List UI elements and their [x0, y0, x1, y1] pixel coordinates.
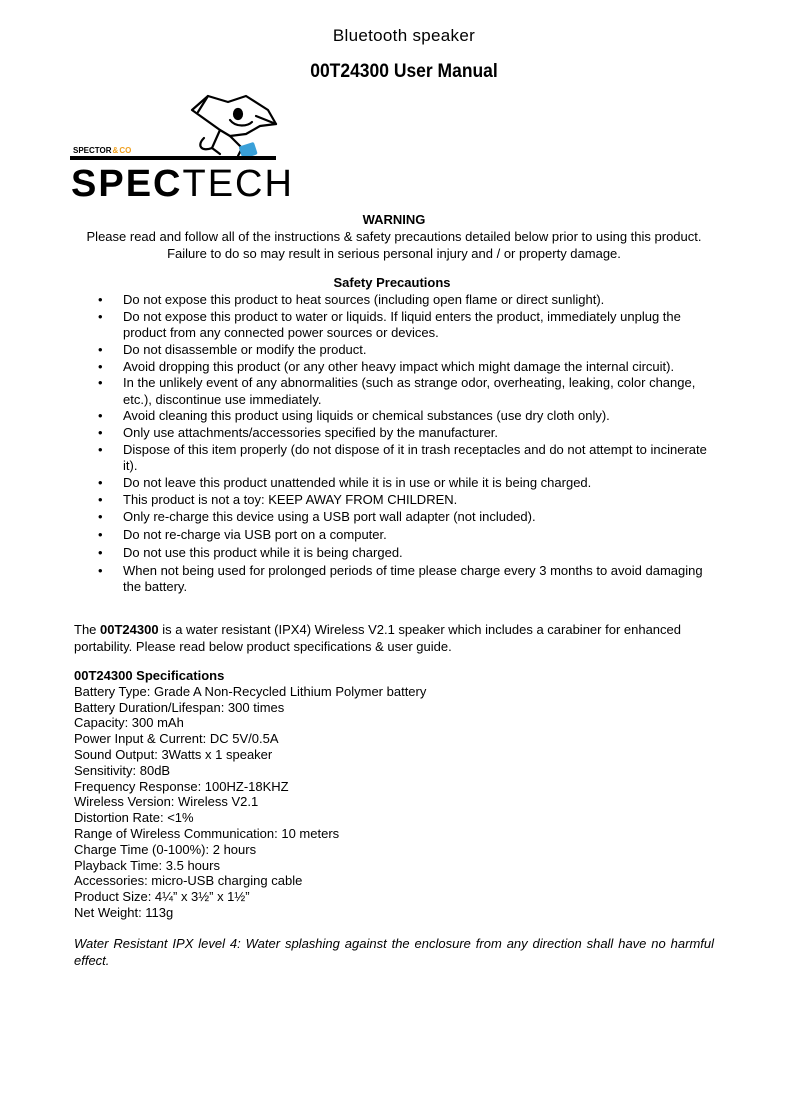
- list-item: • When not being used for prolonged periods of time please charge every 3 months to avoid damaging the battery.: [96, 563, 716, 595]
- logo-rule: [70, 156, 276, 160]
- spec-line: Distortion Rate: <1%: [74, 810, 194, 826]
- list-item: • In the unlikely event of any abnormalities (such as strange odor, overheating, leaking, color change, etc.), discontinue use immediately.: [96, 375, 716, 407]
- list-item: • Do not re-charge via USB port on a computer.: [96, 527, 716, 543]
- warning-heading: WARNING: [362, 212, 426, 227]
- list-item: • Do not use this product while it is being charged.: [96, 545, 716, 561]
- list-item: • Only re-charge this device using a USB port wall adapter (not included).: [96, 509, 716, 525]
- list-item: • Do not expose this product to water or liquids. If liquid enters the product, immediately unplug the product from any connected power sources or devices.: [96, 309, 716, 341]
- spec-line: Accessories: micro-USB charging cable: [74, 873, 303, 889]
- spectech-logo: [70, 90, 294, 205]
- product-intro: [74, 621, 716, 655]
- spec-line: Sound Output: 3Watts x 1 speaker: [74, 746, 273, 762]
- spec-line: Net Weight: 113g: [74, 904, 174, 920]
- document-subtitle: Bluetooth speaker: [332, 26, 476, 45]
- list-item: • This product is not a toy: KEEP AWAY FROM CHILDREN.: [96, 492, 716, 508]
- list-item: • Do not expose this product to heat sources (including open flame or direct sunlight).: [96, 292, 716, 308]
- spec-line: Charge Time (0-100%): 2 hours: [74, 841, 257, 857]
- intro-model: 00T24300: [100, 622, 159, 637]
- spec-line: Playback Time: 3.5 hours: [74, 857, 220, 873]
- spec-line: Sensitivity: 80dB: [74, 762, 171, 778]
- spec-line: Battery Type: Grade A Non-Recycled Lithium Polymer battery: [74, 683, 427, 699]
- list-item: • Do not disassemble or modify the product.: [96, 342, 716, 358]
- intro-suffix: is a water resistant (IPX4) Wireless V2.1 speaker which includes a carabiner for enhanced portability. Please read below product specifications & user guide.: [74, 622, 681, 654]
- list-item: • Only use attachments/accessories specified by the manufacturer.: [96, 425, 716, 441]
- logo-small-text: SPECTOR: [73, 146, 112, 155]
- list-item: • Dispose of this item properly (do not dispose of it in trash receptacles and do not attempt to incinerate it).: [96, 442, 716, 474]
- spec-line: Wireless Version: Wireless V2.1: [74, 794, 259, 810]
- safety-precautions-list: [96, 292, 716, 596]
- list-item: • Avoid cleaning this product using liquids or chemical substances (use dry cloth only).: [96, 408, 716, 424]
- logo-brand-text: SPECTECH: [71, 163, 294, 205]
- specifications-section: [74, 668, 674, 921]
- svg-text:SPECTOR&CO: SPECTOR&CO: [73, 146, 132, 155]
- list-item: • Do not leave this product unattended while it is in use or while it is being charged.: [96, 475, 716, 491]
- spec-line: Product Size: 4¼” x 3½” x 1½”: [74, 889, 250, 905]
- spec-line: Battery Duration/Lifespan: 300 times: [74, 699, 285, 715]
- safety-heading: Safety Precautions: [333, 275, 451, 290]
- spec-line: Frequency Response: 100HZ-18KHZ: [74, 778, 289, 794]
- spec-line: Capacity: 300 mAh: [74, 715, 184, 731]
- list-item: • Avoid dropping this product (or any other heavy impact which might damage the internal circuit).: [96, 359, 716, 375]
- document-title: 00T24300 User Manual: [310, 61, 498, 82]
- warning-text: Please read and follow all of the instructions & safety precautions detailed below prior to using this product. Failure to do so may result in serious personal injury and / or property damage.: [86, 229, 702, 261]
- spec-line: Power Input & Current: DC 5V/0.5A: [74, 731, 279, 747]
- spec-line: Range of Wireless Communication: 10 meters: [74, 825, 340, 841]
- water-resistance-note: Water Resistant IPX level 4: Water splashing against the enclosure from any direction shall have no harmful effect.: [74, 936, 714, 968]
- dog-mascot-icon: [192, 96, 276, 156]
- warning-section: [76, 211, 712, 262]
- intro-prefix: The: [74, 622, 101, 637]
- specifications-heading: 00T24300 Specifications: [74, 668, 225, 683]
